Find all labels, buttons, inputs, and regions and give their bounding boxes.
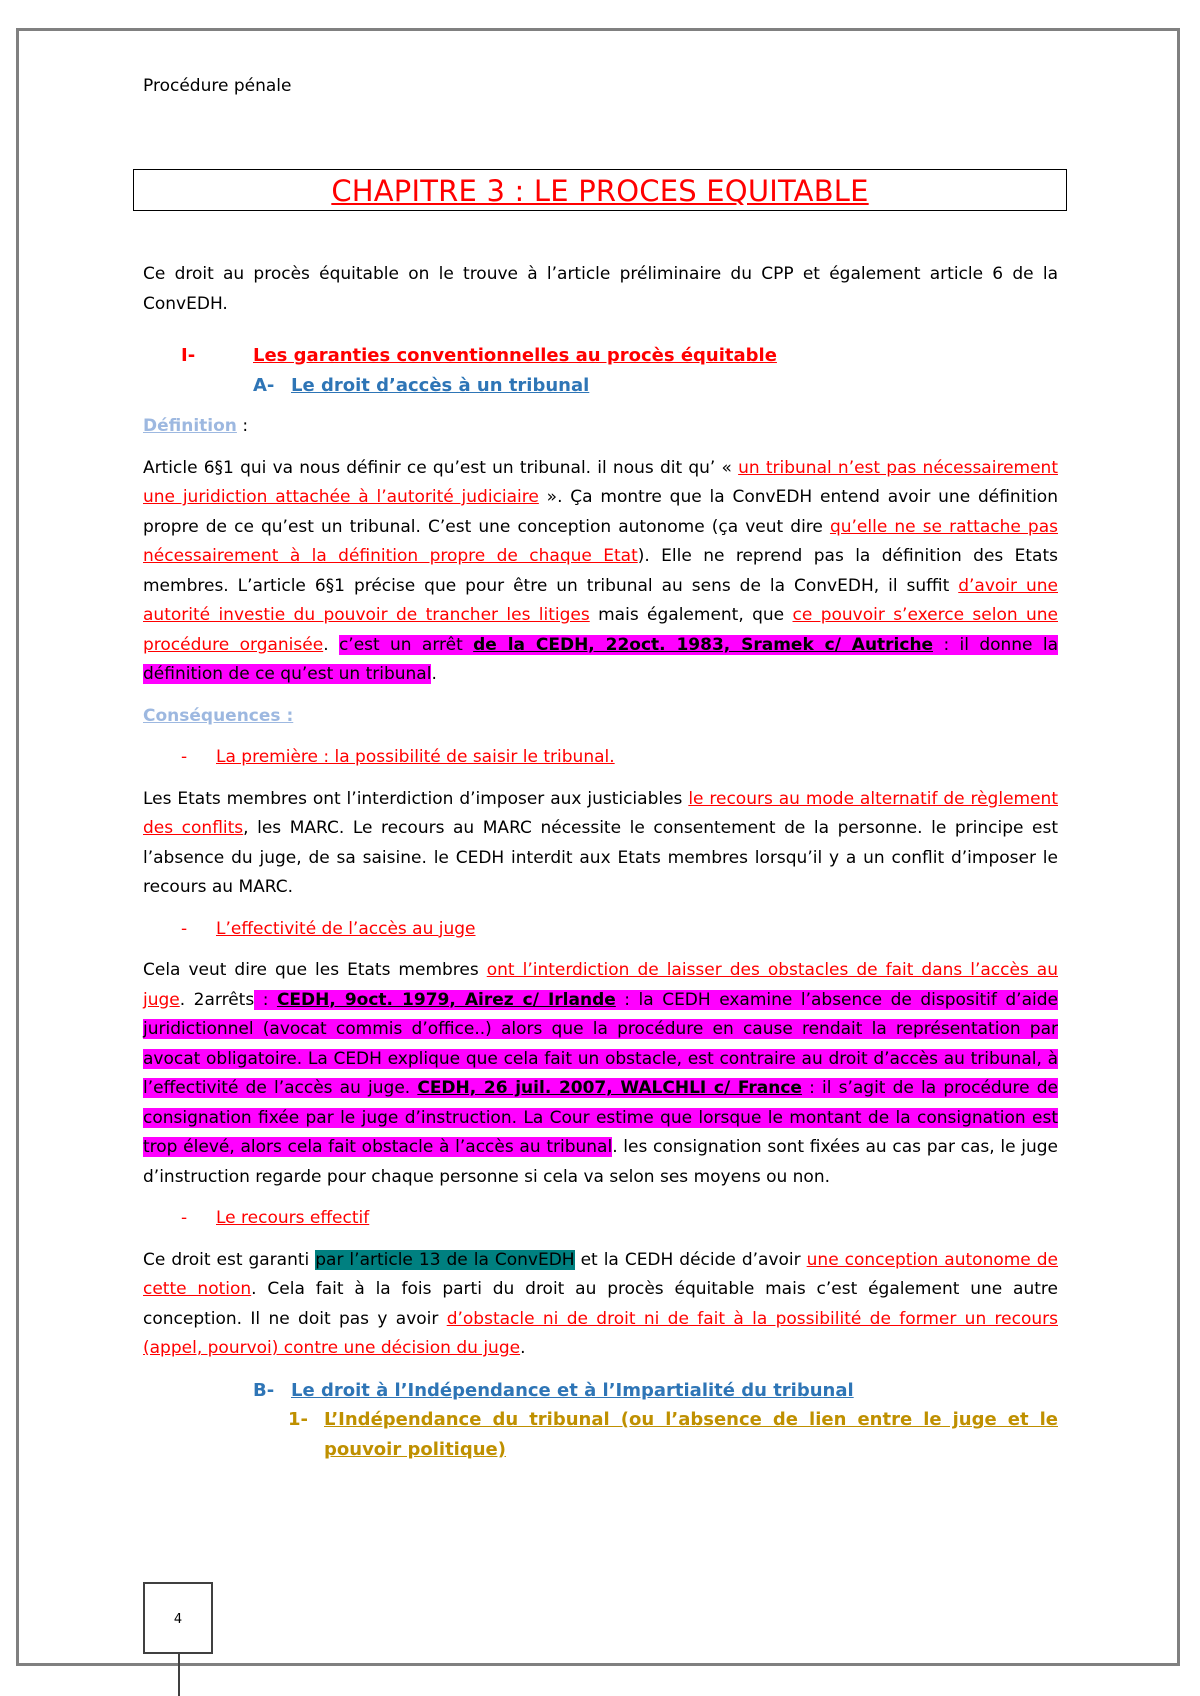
definition-paragraph: Article 6§1 qui va nous définir ce qu’est un tribunal. il nous dit qu’ « un tribunal n’est pas nécessairement une juridiction attachée à l’autorité judiciaire ». Ça montre que la ConvEDH entend avoir une définition propre de ce qu’est un tribunal. C’est une conception autonome (ça veut dire qu’elle ne se rattache pas nécessairement à la définition propre de chaque Etat). Elle ne reprend pas la définition des Etats membres. L’article 6§1 précise que pour être un tribunal au sens de la ConvEDH, il suffit d’avoir une autorité investie du pouvoir de trancher les litiges mais également, que ce pouvoir s’exerce selon une procédure organisée. c’est un arrêt de la CEDH, 22oct. 1983, Sramek c/ Autriche : il donne la définition de ce qu’est un tribunal. — [143, 457, 1059, 684]
page-number-connector — [178, 1654, 180, 1696]
section-letter: A- — [253, 374, 275, 396]
bullet-item-2: - L’effectivité de l’accès au juge — [181, 918, 476, 939]
section-number: I- — [181, 345, 196, 366]
intro-paragraph: Ce droit au procès équitable on le trouve à l’article préliminaire du CPP et également article 6 de la ConvEDH. — [143, 264, 1058, 314]
document-body — [143, 260, 1058, 1464]
recourse-paragraph: Ce droit est garanti par l’article 13 de la ConvEDH et la CEDH décide d’avoir une conception autonome de cette notion. Cela fait à la fois parti du droit au procès équitable mais c’est également une autre conception. Il ne doit pas y avoir d’obstacle ni de droit ni de fait à la possibilité de former un recours (appel, pourvoi) contre une décision du juge. — [143, 1249, 1059, 1358]
bullet-item-3: - Le recours effectif — [181, 1208, 370, 1228]
section-heading-1 — [181, 341, 1058, 371]
section-title: Le droit d’accès à un tribunal — [291, 374, 590, 396]
chapter-title-box — [133, 169, 1067, 211]
section-heading-1-b: 1- L’Indépendance du tribunal (ou l’absence de lien entre le juge et le pouvoir politique) — [288, 1409, 1058, 1460]
page-number: 4 — [143, 1582, 213, 1654]
section-heading-b: B- Le droit à l’Indépendance et à l’Impartialité du tribunal — [253, 1379, 854, 1401]
consequences-label: Conséquences : — [143, 705, 294, 726]
effectivity-paragraph: Cela veut dire que les Etats membres ont l’interdiction de laisser des obstacles de fait dans l’accès au juge. 2arrêts : CEDH, 9oct. 1979, Airez c/ Irlande : la CEDH examine l’absence de dispositif d’aide juridictionnel (avocat commis d’office..) alors que la procédure en cause rendait la représentation par avocat obligatoire. La CEDH explique que cela fait un obstacle, est contraire au droit d’accès au tribunal, à l’effectivité de l’accès au juge. CEDH, 26 juil. 2007, WALCHLI c/ France : il s’agit de la procédure de consignation fixée par le juge d’instruction. La Cour estime que lorsque le montant de la consignation est trop élevé, alors cela fait obstacle à l’accès au tribunal. les consignation sont fixées au cas par cas, le juge d’instruction regarde pour chaque personne si cela va selon ses moyens ou non. — [143, 960, 1058, 1187]
definition-label: Définition : — [143, 416, 249, 436]
chapter-title: CHAPITRE 3 : LE PROCES EQUITABLE — [331, 174, 869, 208]
section-heading-a — [253, 371, 1058, 401]
section-title: Les garanties conventionnelles au procès équitable — [253, 345, 777, 366]
marc-paragraph: Les Etats membres ont l’interdiction d’imposer aux justiciables le recours au mode alternatif de règlement des conflits, les MARC. Le recours au MARC nécessite le consentement de la personne. le principe est l’absence du juge, de sa saisine. le CEDH interdit aux Etats membres lorsqu’il y a un conflit d’imposer le recours au MARC. — [143, 788, 1058, 897]
running-header: Procédure pénale — [143, 76, 292, 96]
bullet-item-1: - La première : la possibilité de saisir le tribunal. — [181, 747, 615, 767]
